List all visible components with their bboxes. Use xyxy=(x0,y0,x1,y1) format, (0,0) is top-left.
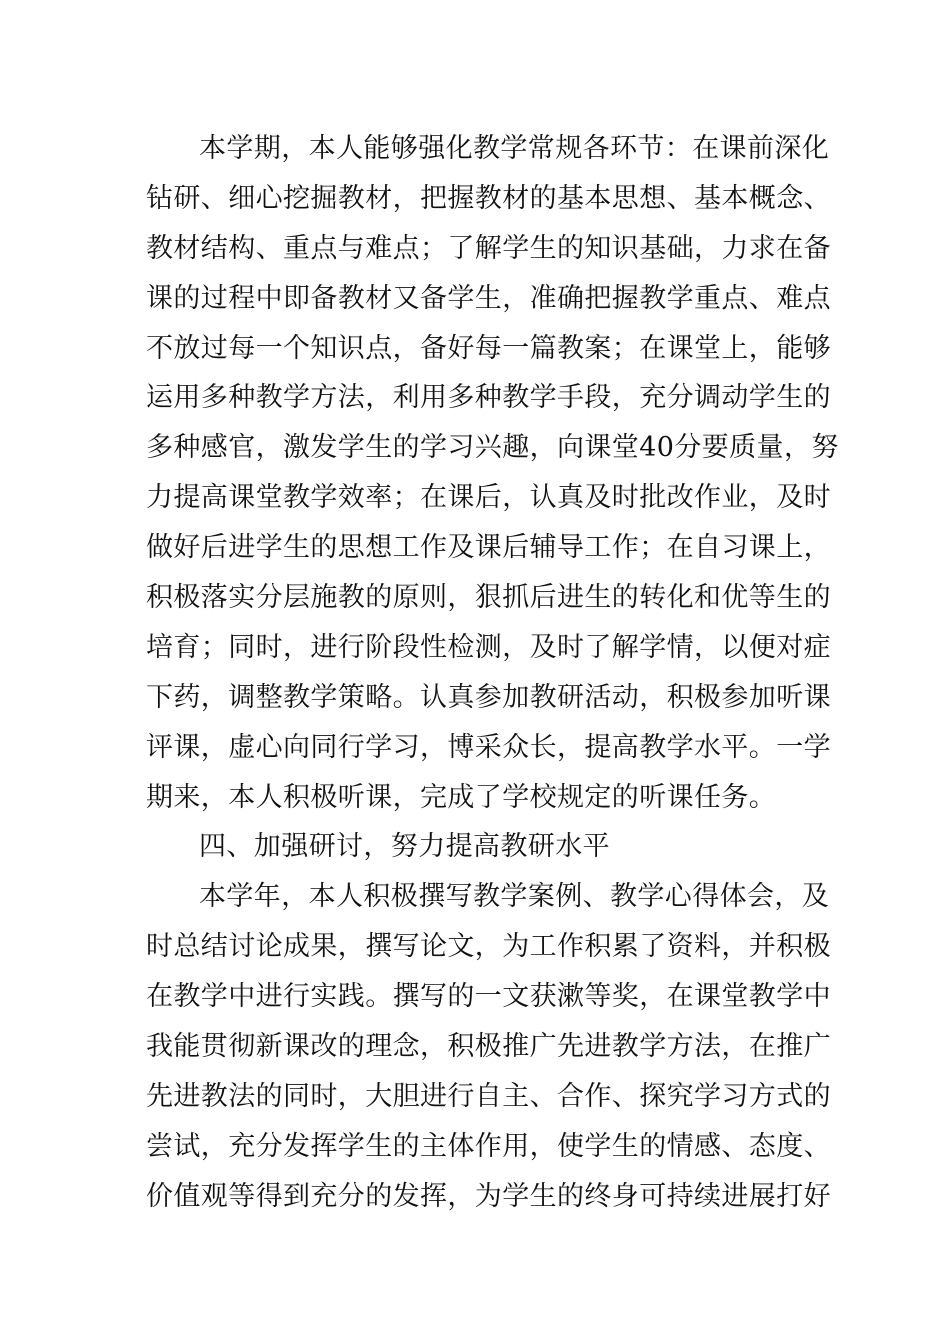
paragraph-line: 尝试，充分发挥学生的主体作用，使学生的情感、态度、 xyxy=(146,1130,831,1162)
paragraph-line: 不放过每一个知识点，备好每一篇教案；在课堂上，能够 xyxy=(146,332,831,364)
paragraph-line: 多种感官，激发学生的学习兴趣，向课堂40分要质量，努 xyxy=(146,432,839,464)
paragraph-line: 力提高课堂教学效率；在课后，认真及时批改作业，及时 xyxy=(146,482,831,514)
paragraph-line: 运用多种教学方法，利用多种教学手段，充分调动学生的 xyxy=(146,382,831,414)
paragraph-line: 评课，虚心向同行学习，博采众长，提高教学水平。一学 xyxy=(146,731,831,763)
paragraph-line: 教材结构、重点与难点；了解学生的知识基础，力求在备 xyxy=(146,232,831,264)
paragraph-line: 积极落实分层施教的原则，狠抓后进生的转化和优等生的 xyxy=(146,582,831,614)
paragraph-line: 下药，调整教学策略。认真参加教研活动，积极参加听课 xyxy=(146,681,831,713)
paragraph-line: 本学期，本人能够强化教学常规各环节：在课前深化 xyxy=(199,133,830,164)
paragraph-line: 时总结讨论成果，撰写论文，为工作积累了资料，并积极 xyxy=(146,931,831,963)
paragraph-line: 做好后进学生的思想工作及课后辅导工作；在自习课上， xyxy=(146,532,831,564)
paragraph-line: 在教学中进行实践。撰写的一文获漱等奖，在课堂教学中 xyxy=(146,981,831,1013)
paragraph-line: 培育；同时，进行阶段性检测，及时了解学情，以便对症 xyxy=(146,631,831,663)
paragraph-line: 先进教法的同时，大胆进行自主、合作、探究学习方式的 xyxy=(146,1080,831,1112)
paragraph-line: 期来，本人积极听课，完成了学校规定的听课任务。 xyxy=(146,781,777,813)
paragraph-line: 钻研、细心挖掘教材，把握教材的基本思想、基本概念、 xyxy=(146,182,831,214)
paragraph-line: 本学年，本人积极撰写教学案例、教学心得体会，及 xyxy=(199,881,830,913)
document-body xyxy=(146,124,839,1222)
paragraph-line: 我能贯彻新课改的理念，积极推广先进教学方法，在推广 xyxy=(146,1031,831,1063)
paragraph-line: 课的过程中即备教材又备学生，准确把握教学重点、难点 xyxy=(146,282,831,314)
paragraph-line: 价值观等得到充分的发挥，为学生的终身可持续进展打好 xyxy=(146,1180,831,1212)
section-heading: 四、加强研讨，努力提高教研水平 xyxy=(199,831,610,863)
